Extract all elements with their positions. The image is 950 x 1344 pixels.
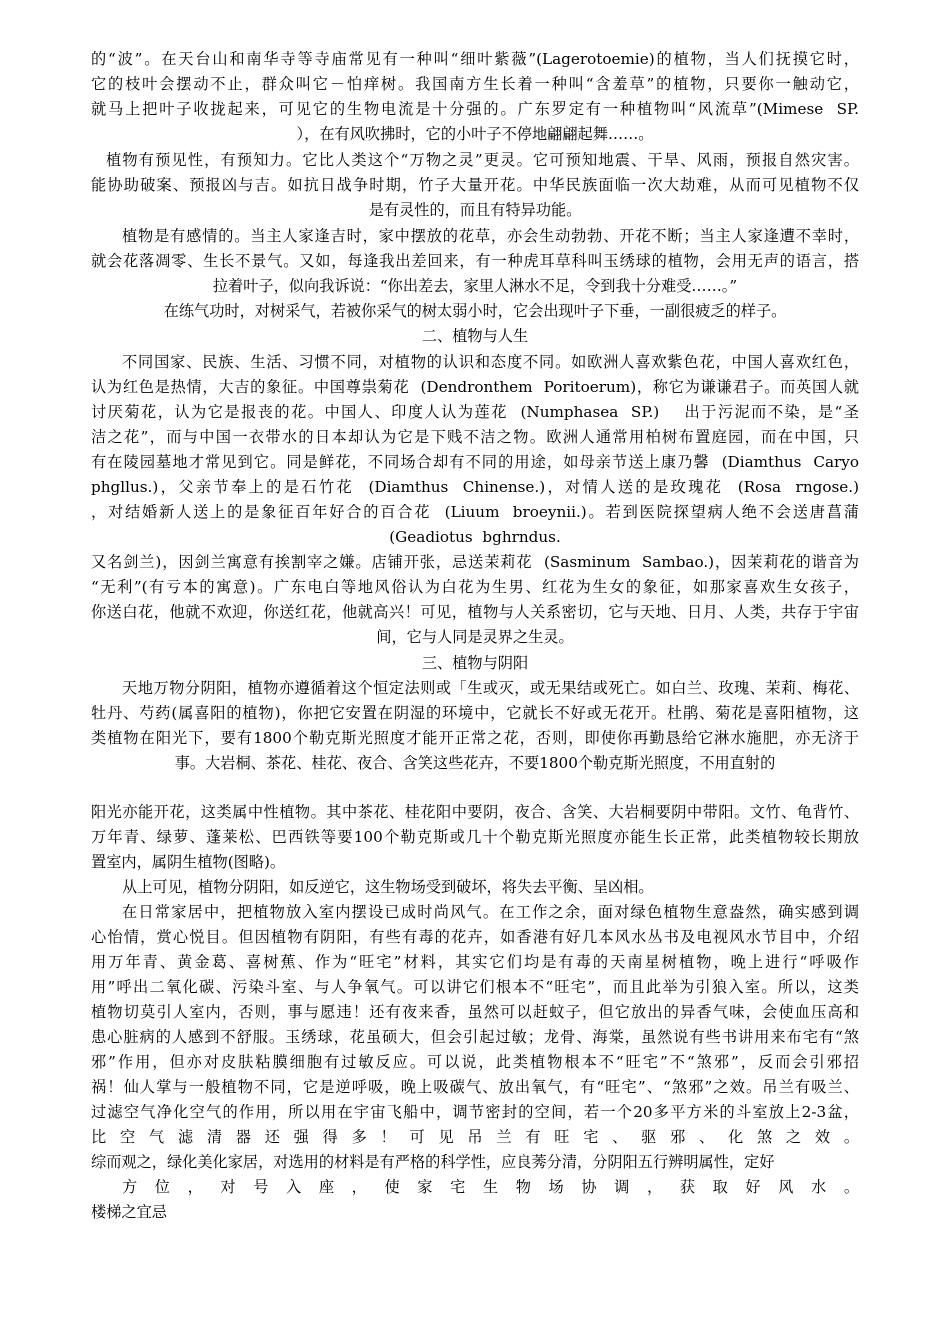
- text-line: ，对结婚新人送上的是象征百年好合的百合花 (Liuum broeynii.)。若到医院探望病人绝不会送唐菖蒲: [91, 503, 859, 521]
- text-line: (Geadiotus bghrndus.: [389, 528, 561, 546]
- text-line: 综而观之，绿化美化家居，对选用的材料是有严格的科学性，应良莠分清，分阴阳五行辨明属性，定好: [91, 1153, 775, 1171]
- text-line: 洁之花”，而与中国一衣带水的日本却认为它是下贱不洁之物。欧洲人通常用柏树布置庭园，而在中国，只: [91, 428, 859, 446]
- text-line: 阳光亦能开花，这类属中性植物。其中茶花、桂花阳中要阴，夜合、含笑、大岩桐要阴中带阳。文竹、龟背竹、: [91, 803, 859, 821]
- text-line: 的“波”。在天台山和南华寺等寺庙常见有一种叫“细叶紫薇”(Lagerotoemie)的植物，当人们抚摸它时，: [91, 50, 859, 68]
- text-line: 方位，对号入座，使家宅生物场协调，获取好风水。: [122, 1178, 859, 1196]
- section-heading: 二、植物与人生: [421, 327, 529, 345]
- text-line: 拉着叶子，似向我诉说：“你出差去，家里人淋水不足，令到我十分难受……。”: [212, 277, 738, 295]
- text-line: 过滤空气净化空气的作用，所以用在宇宙飞船中，调节密封的空间，若一个20多平方米的斗室放上2-3盆，: [91, 1103, 859, 1121]
- text-line: 祸！仙人掌与一般植物不同，它是逆呼吸，晚上吸碳气、放出氧气，有“旺宅”、“煞邪”之效。吊兰有吸兰、: [91, 1078, 859, 1096]
- text-line: 就会花落凋零、生长不景气。又如，每逢我出差回来，有一种虎耳草科叫玉绣球的植物，会用无声的语言，搭: [91, 252, 859, 270]
- text-line: 楼梯之宜忌: [91, 1203, 167, 1221]
- text-line: 用万年青、黄金葛、喜树蕉、作为“旺宅”材料，其实它们均是有毒的天南星树植物，晚上进行“呼吸作: [91, 953, 859, 971]
- text-line: 你送白花，他就不欢迎，你送红花，他就高兴！可见，植物与人关系密切，它与天地、日月、人类，共存于宇宙: [91, 603, 859, 621]
- text-line: 能协助破案、预报凶与吉。如抗日战争时期，竹子大量开花。中华民族面临一次大劫难，从而可见植物不仅: [91, 176, 859, 194]
- text-line: 植物有预见性，有预知力。它比人类这个“万物之灵”更灵。它可预知地震、干旱、风雨，预报自然灾害。: [106, 151, 859, 169]
- text-line: 间，它与人同是灵界之生灵。: [376, 628, 574, 646]
- text-line: 比空气滤清器还强得多！可见吊兰有旺宅、驱邪、化煞之效。: [91, 1128, 859, 1146]
- text-line: 类植物在阳光下，要有1800个勒克斯光照度才能开正常之花，否则，即使你再勤恳给它淋水施肥，亦无济于: [91, 729, 859, 747]
- text-line: phgllus.)，父亲节奉上的是石竹花 (Diamthus Chinense.)，对情人送的是玫瑰花 (Rosa rngose.): [91, 478, 859, 496]
- text-line: 事。大岩桐、茶花、桂花、夜合、含笑这些花卉，不要1800个勒克斯光照度，不用直射的: [174, 754, 776, 772]
- text-line: 又名剑兰)，因剑兰寓意有挨割宰之嫌。店铺开张，忌送茉莉花 (Sasminum Sambao.)，因茉莉花的谐音为: [91, 553, 859, 571]
- text-line: 是有灵性的，而且有特异功能。: [368, 201, 582, 219]
- text-line: 认为红色是热情，大吉的象征。中国尊祟菊花 (Dendronthem Poritoerum)，称它为谦谦君子。而英国人就: [91, 378, 859, 396]
- text-line: 在日常家居中，把植物放入室内摆设已成时尚风气。在工作之余，面对绿色植物生意盎然，确实感到调: [122, 903, 859, 921]
- text-line: 它的枝叶会摆动不止，群众叫它－怕痒树。我国南方生长着一种叫“含羞草”的植物，只要你一触动它，: [91, 75, 859, 93]
- text-line: 天地万物分阴阳，植物亦遵循着这个恒定法则或「生或灭，或无果结或死亡。如白兰、玫瑰、茉莉、梅花、: [122, 679, 859, 697]
- text-line: 讨厌菊花，认为它是报丧的花。中国人、印度人认为莲花 (Numphasea SP.) 出于污泥而不染，是“圣: [91, 403, 859, 421]
- text-line: 患心脏病的人感到不舒服。玉绣球，花虽硕大，但会引起过敏；龙骨、海棠，虽然说有些书讲用来布宅有“煞: [91, 1028, 859, 1046]
- text-line: 置室内，属阴生植物(图略)。: [91, 853, 286, 871]
- text-line: “无利”(有亏本的寓意)。广东电白等地风俗认为白花为生男、红花为生女的象征，如那家喜欢生女孩子，: [91, 578, 859, 596]
- text-line: 邪”作用，但亦对皮肤粘膜细胞有过敏反应。可以说，此类植物根本不“旺宅”不“煞邪”，反而会引邪招: [91, 1053, 859, 1071]
- text-line: 植物是有感情的。当主人家逢吉时，家中摆放的花草，亦会生动勃勃、开花不断；当主人家逢遭不幸时，: [122, 227, 859, 245]
- text-line: 万年青、绿萝、蓬莱松、巴西铁等要100个勒克斯或几十个勒克斯光照度亦能生长正常，此类植物较长期放: [91, 828, 859, 846]
- text-line: 就马上把叶子收拢起来，可见它的生物电流是十分强的。广东罗定有一种植物叫“风流草”(Mimese SP.: [91, 100, 859, 118]
- text-line: 从上可见，植物分阴阳，如反逆它，这生物场受到破坏，将失去平衡、呈凶相。: [122, 878, 654, 896]
- text-line: ），在有风吹拂时，它的小叶子不停地翩翩起舞……。: [296, 125, 654, 143]
- text-line: 不同国家、民族、生活、习惯不同，对植物的认识和态度不同。如欧洲人喜欢紫色花，中国人喜欢红色，: [122, 353, 859, 371]
- text-line: 心怡情，赏心悦目。但因植物有阴阳，有些有毒的花卉，如香港有好几本风水丛书及电视风水节目中，介绍: [91, 928, 859, 946]
- text-line: 植物切莫引人室内，否则，事与愿违！还有夜来香，虽然可以赶蚊子，但它放出的异香气味，会使血压高和: [91, 1003, 859, 1021]
- text-line: 牡丹、芍药(属喜阳的植物)，你把它安置在阴湿的环境中，它就长不好或无花开。杜鹃、菊花是喜阳植物，这: [91, 704, 859, 722]
- text-line: 有在陵园墓地才常见到它。同是鲜花，不同场合却有不同的用途，如母亲节送上康乃馨 (Diamthus Caryo: [91, 453, 859, 471]
- text-line: 在练气功时，对树采气，若被你采气的树太弱小时，它会出现叶子下垂，一副很疲乏的样子。: [163, 302, 787, 320]
- section-heading: 三、植物与阴阳: [421, 654, 529, 672]
- text-line: 用”呼出二氧化碳、污染斗室、与人争氧气。可以讲它们根本不“旺宅”，而且此举为引狼入室。所以，这类: [91, 978, 859, 996]
